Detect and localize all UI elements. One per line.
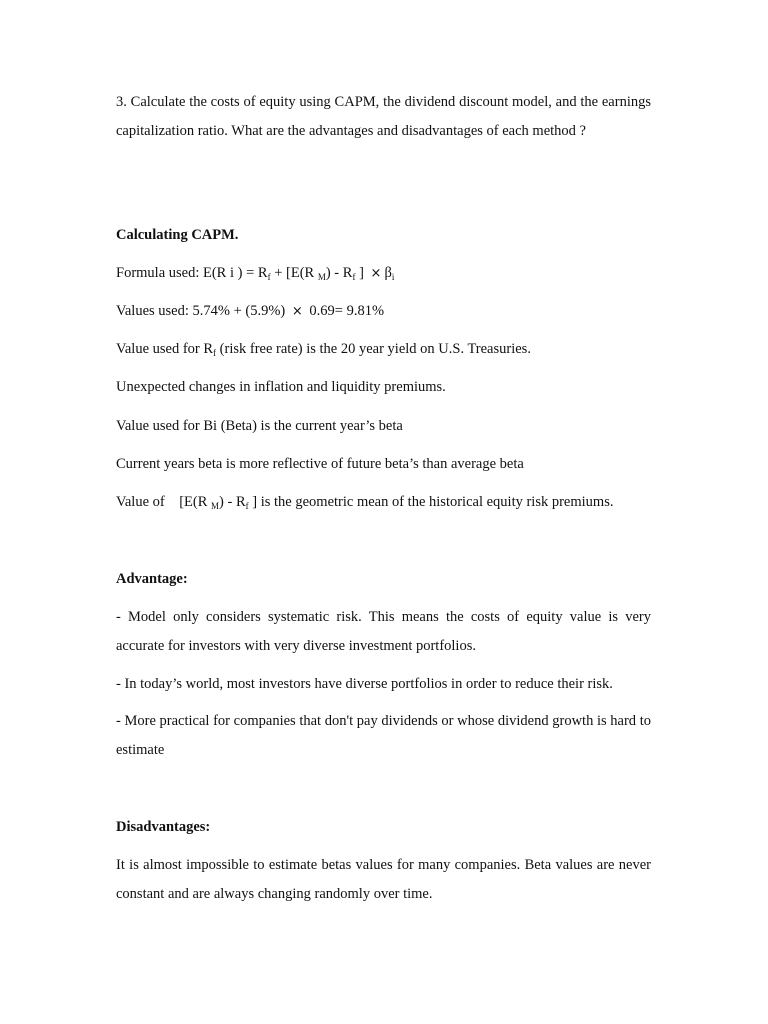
values-line [116, 301, 384, 322]
capm-heading: Calculating CAPM. [116, 227, 239, 243]
inflation-line: Unexpected changes in inflation and liquidity premiums. [116, 379, 446, 395]
beta-line: Value used for Bi (Beta) is the current year’s beta [116, 418, 403, 434]
disadvantage-item: It is almost impossible to estimate betas values for many companies. Beta values are never constant and are always changing randomly over time. [116, 857, 651, 902]
formula-part: E(R i ) = R [203, 265, 268, 281]
values-part: Values used: 5.74% + (5.9%) [116, 303, 286, 319]
advantages-heading: Advantage: [116, 571, 188, 587]
rf-line-part: (risk free rate) is the 20 year yield on U.S. Treasuries. [216, 341, 531, 357]
premium-line-part: ] is the geometric mean of the historical equity risk premiums. [248, 494, 614, 510]
formula-line [116, 263, 394, 284]
advantage-item: - More practical for companies that don't pay dividends or whose dividend growth is hard to estimate [116, 713, 651, 758]
beta-symbol: β [384, 265, 392, 281]
rf-subscript: f [213, 348, 217, 358]
formula-subscript-f: f [352, 272, 356, 282]
premium-subscript-f: f [245, 501, 249, 511]
premium-line-part: ) - R [219, 494, 246, 510]
formula-label: Formula used: [116, 265, 203, 281]
values-part: 0.69= 9.81% [309, 303, 385, 319]
multiply-symbol: × [291, 304, 303, 319]
premium-subscript-m: M [211, 501, 220, 511]
formula-subscript-f: f [267, 272, 271, 282]
formula-part: ] [355, 265, 364, 281]
question-paragraph: 3. Calculate the costs of equity using CAPM, the dividend discount model, and the earnings capitalization ratio. What are the advantages and disadvantages of each method ? [116, 94, 651, 139]
rf-line [116, 339, 531, 359]
current-beta-line: Current years beta is more reflective of future beta’s than average beta [116, 456, 524, 472]
premium-line-part: Value of [E(R [116, 494, 212, 510]
advantage-item: - In today’s world, most investors have diverse portfolios in order to reduce their risk. [116, 676, 613, 692]
formula-subscript-m: M [317, 272, 326, 282]
formula-part: + [E(R [270, 265, 318, 281]
multiply-symbol: × [370, 266, 382, 281]
formula-subscript-i: i [391, 272, 395, 282]
rf-line-part: Value used for R [116, 341, 214, 357]
advantage-item: - Model only considers systematic risk. This means the costs of equity value is very accurate for investors with very diverse investment portfolios. [116, 609, 651, 654]
disadvantages-heading: Disadvantages: [116, 819, 211, 835]
premium-line [116, 492, 613, 512]
formula-part: ) - R [325, 265, 353, 281]
